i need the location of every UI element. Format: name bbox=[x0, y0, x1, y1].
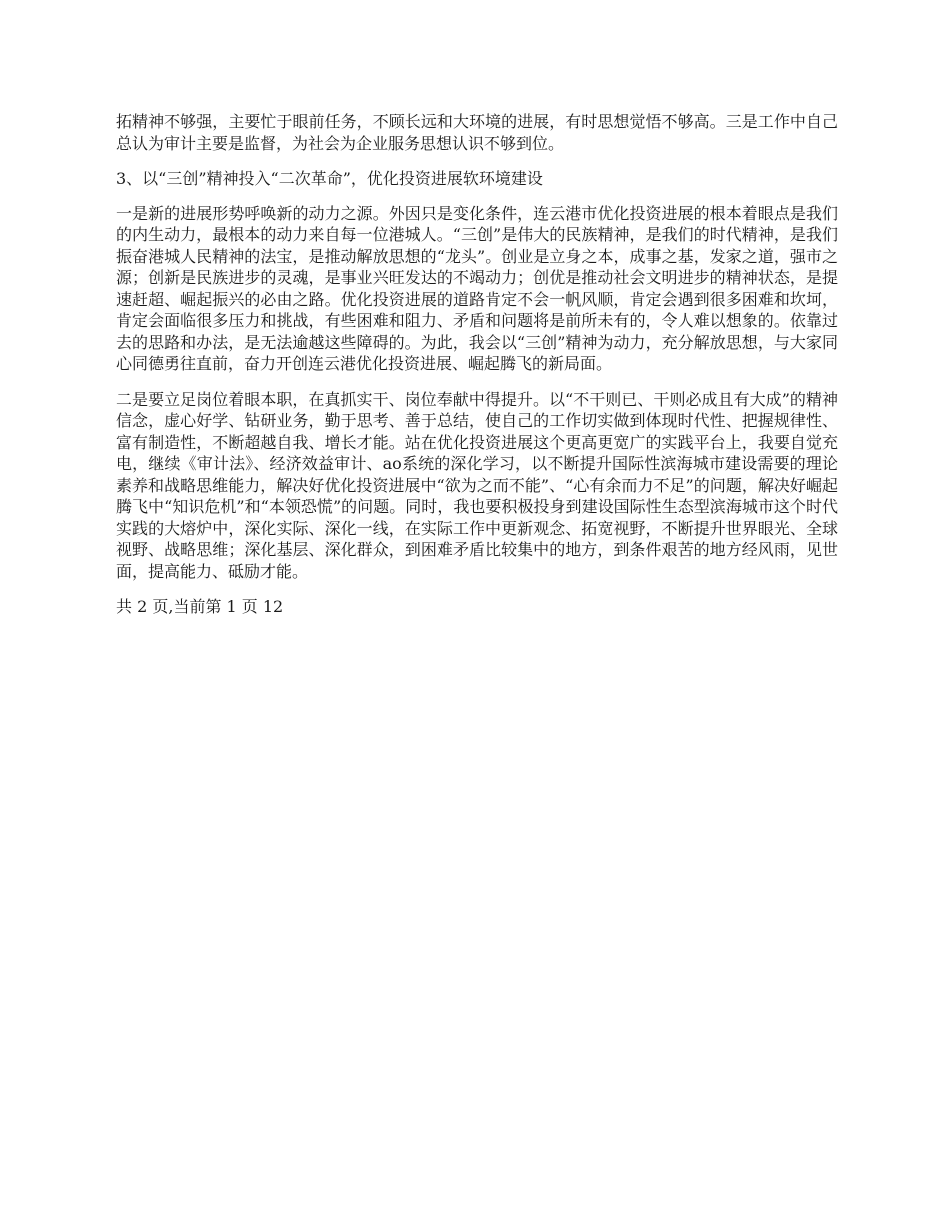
page-footer: 共 2 页,当前第 1 页 12 bbox=[116, 597, 284, 616]
document-page bbox=[116, 111, 838, 632]
section-heading: 3、以“三创”精神投入“二次革命”，优化投资进展软环境建设 bbox=[116, 169, 543, 188]
paragraph-second-point: 二是要立足岗位着眼本职，在真抓实干、岗位奉献中得提升。以“不干则已、干则必成且有大成”的精神信念，虚心好学、钻研业务，勤于思考、善于总结，使自己的工作切实做到体现时代性、把握规律性、富有制造性，不断超越自我、增长才能。站在优化投资进展这个更高更宽广的实践平台上，我要自觉充电，继续《审计法》、经济效益审计、ao系统的深化学习，以不断提升国际性滨海城市建设需要的理论素养和战略思维能力，解决好优化投资进展中“欲为之而不能”、“心有余而力不足”的问题，解决好崛起腾飞中“知识危机”和“本领恐慌”的问题。同时，我也要积极投身到建设国际性生态型滨海城市这个时代实践的大熔炉中，深化实际、深化一线，在实际工作中更新观念、拓宽视野，不断提升世界眼光、全球视野、战略思维；深化基层、深化群众，到困难矛盾比较集中的地方，到条件艰苦的地方经风雨，见世面，提高能力、砥励才能。 bbox=[116, 389, 838, 581]
paragraph-continuation: 拓精神不够强，主要忙于眼前任务，不顾长远和大环境的进展，有时思想觉悟不够高。三是工作中自己总认为审计主要是监督，为社会为企业服务思想认识不够到位。 bbox=[116, 112, 838, 153]
paragraph-first-point: 一是新的进展形势呼唤新的动力之源。外因只是变化条件，连云港市优化投资进展的根本着眼点是我们的内生动力，最根本的动力来自每一位港城人。“三创”是伟大的民族精神，是我们的时代精神，是我们振奋港城人民精神的法宝，是推动解放思想的“龙头”。创业是立身之本，成事之基，发家之道，强市之源；创新是民族进步的灵魂，是事业兴旺发达的不竭动力；创优是推动社会文明进步的精神状态，是提速赶超、崛起振兴的必由之路。优化投资进展的道路肯定不会一帆风顺，肯定会遇到很多困难和坎坷，肯定会面临很多压力和挑战，有些困难和阻力、矛盾和问题将是前所未有的，令人难以想象的。依靠过去的思路和办法，是无法逾越这些障碍的。为此，我会以“三创”精神为动力，充分解放思想，与大家同心同德勇往直前，奋力开创连云港优化投资进展、崛起腾飞的新局面。 bbox=[116, 203, 838, 373]
